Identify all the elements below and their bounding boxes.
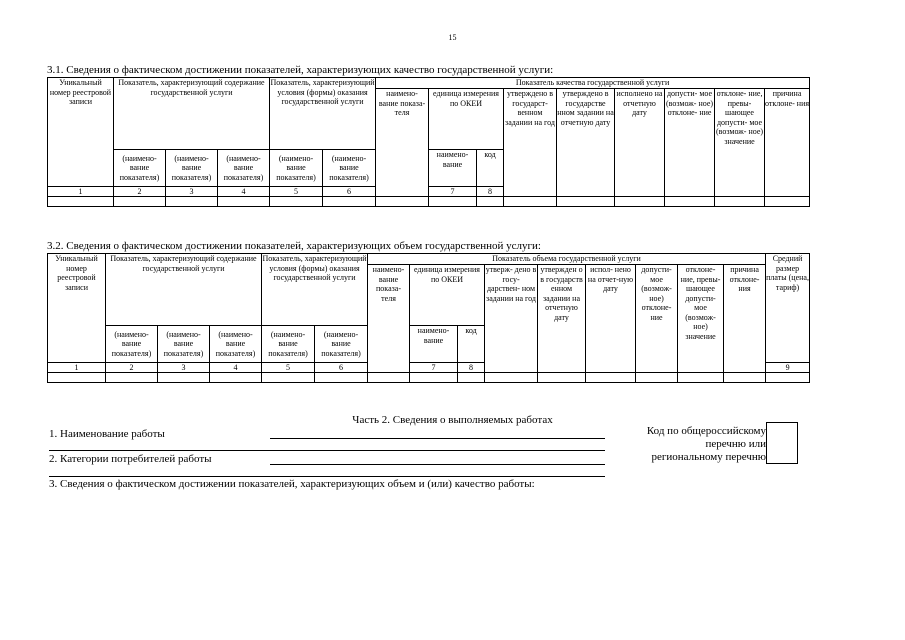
q-col-number-1: 1: [48, 187, 114, 197]
v-col-number-7: 7: [410, 363, 458, 373]
v-blank-row: [48, 373, 810, 383]
q-unit-code-header: код: [477, 150, 504, 187]
v-deviation-header: отклоне- ние, превы- шающее допусти- мое (возмож- ное) значение: [678, 265, 724, 373]
v-unit-name-header: наимено- вание: [410, 326, 458, 363]
q-tolerance-header: допусти- мое (возмож- ное) отклоне- ние: [665, 89, 715, 197]
q-unique-number-header: Уникальный номер реестровой записи: [48, 78, 114, 187]
q-sub-indicator-3: (наимено- вание показателя): [166, 150, 218, 187]
q-cell: [615, 197, 665, 207]
q-cell: [504, 197, 557, 207]
v-col-number-2: 2: [106, 363, 158, 373]
code-label: [618, 425, 766, 464]
code-label-line1: Код по общероссийскому: [646, 425, 766, 437]
v-cell: [724, 373, 766, 383]
v-sub-indicator-4: (наимено- вание показателя): [210, 326, 262, 363]
volume-table: [47, 253, 810, 383]
v-cell: [368, 373, 410, 383]
v-cell: [636, 373, 678, 383]
v-col-number-9: 9: [766, 363, 810, 373]
v-cell: [315, 373, 368, 383]
v-approved-date-header: утвержден о в государств енном задании на отчетную дату: [538, 265, 586, 373]
q-cell: [323, 197, 376, 207]
q-approved-date-header: утверждено в государстве нном задании на отчетную дату: [557, 89, 615, 197]
q-cell: [429, 197, 477, 207]
work-name-line-2: [49, 450, 605, 451]
q-cell: [166, 197, 218, 207]
q-executed-header: исполнено на отчетную дату: [615, 89, 665, 197]
q-sub-indicator-5: (наимено- вание показателя): [270, 150, 323, 187]
work-name-line: [270, 438, 605, 439]
q-col-number-3: 3: [166, 187, 218, 197]
v-unique-number-header: Уникальный номер реестровой записи: [48, 254, 106, 363]
v-volume-group-header: Показатель объема государственной услуги: [368, 254, 766, 265]
q-sub-indicator-6: (наимено- вание показателя): [323, 150, 376, 187]
q-cell: [765, 197, 810, 207]
section-3-1-title: 3.1. Сведения о фактическом достижении показателей, характеризующих качество государственной услуги:: [47, 64, 554, 76]
q-col-number-5: 5: [270, 187, 323, 197]
v-sub-indicator-5: (наимено- вание показателя): [262, 326, 315, 363]
consumers-label: 2. Категории потребителей работы: [49, 453, 212, 465]
q-sub-indicator-2: (наимено- вание показателя): [114, 150, 166, 187]
code-label-line2: перечню или: [705, 438, 766, 450]
q-blank-row: [48, 197, 810, 207]
v-cell: [158, 373, 210, 383]
q-content-indicator-header: Показатель, характеризующий содержание государственной услуги: [114, 78, 270, 150]
v-conditions-indicator-header: Показатель, характеризующий условия (формы) оказания государственной услуги: [262, 254, 368, 326]
v-sub-indicator-6: (наимено- вание показателя): [315, 326, 368, 363]
v-reason-header: причина отклоне- ния: [724, 265, 766, 373]
v-cell: [210, 373, 262, 383]
section-3-title: 3. Сведения о фактическом достижении показателей, характеризующих объем и (или) качество работы:: [49, 478, 535, 490]
q-unit-name-header: наимено- вание: [429, 150, 477, 187]
q-cell: [477, 197, 504, 207]
v-cell: [586, 373, 636, 383]
v-col-number-5: 5: [262, 363, 315, 373]
q-approved-year-header: утверждено в государст- венном задании на год: [504, 89, 557, 197]
v-cell: [262, 373, 315, 383]
consumers-line: [270, 464, 605, 465]
part2-title: Часть 2. Сведения о выполняемых работах: [352, 414, 553, 426]
v-col-name-header: наимено- вание показа- теля: [368, 265, 410, 373]
q-deviation-header: отклоне- ние, превы- шающее допусти- мое (возмож- ное) значение: [715, 89, 765, 197]
code-box: [766, 422, 798, 464]
v-cell: [538, 373, 586, 383]
v-cell: [678, 373, 724, 383]
section-3-2-title: 3.2. Сведения о фактическом достижении показателей, характеризующих объем государственной услуги:: [47, 240, 541, 252]
v-col-number-3: 3: [158, 363, 210, 373]
v-cell: [410, 373, 458, 383]
q-cell: [665, 197, 715, 207]
q-cell: [218, 197, 270, 207]
q-conditions-indicator-header: Показатель, характеризующий условия (формы) оказания государственной услуги: [270, 78, 376, 150]
q-col-number-6: 6: [323, 187, 376, 197]
v-col-number-6: 6: [315, 363, 368, 373]
q-cell: [270, 197, 323, 207]
v-unit-code-header: код: [458, 326, 485, 363]
v-cell: [458, 373, 485, 383]
v-cell: [48, 373, 106, 383]
q-col-number-7: 7: [429, 187, 477, 197]
v-col-number-8: 8: [458, 363, 485, 373]
v-executed-header: испол- нено на отчет-ную дату: [586, 265, 636, 373]
v-sub-indicator-3: (наимено- вание показателя): [158, 326, 210, 363]
q-col-number-4: 4: [218, 187, 270, 197]
v-avg-fee-header: Средний размер платы (цена, тариф): [766, 254, 810, 363]
v-cell: [766, 373, 810, 383]
q-cell: [114, 197, 166, 207]
v-unit-okei-header: единица измерения по ОКЕИ: [410, 265, 485, 326]
v-cell: [485, 373, 538, 383]
code-label-line3: региональному перечню: [651, 451, 766, 463]
v-sub-indicator-2: (наимено- вание показателя): [106, 326, 158, 363]
q-cell: [715, 197, 765, 207]
q-reason-header: причина отклоне- ния: [765, 89, 810, 197]
q-col-number-8: 8: [477, 187, 504, 197]
q-sub-indicator-4: (наимено- вание показателя): [218, 150, 270, 187]
v-cell: [106, 373, 158, 383]
page-number: 15: [448, 33, 457, 42]
v-col-number-4: 4: [210, 363, 262, 373]
work-name-label: 1. Наименование работы: [49, 428, 165, 440]
consumers-line-2: [49, 476, 605, 477]
q-cell: [557, 197, 615, 207]
v-content-indicator-header: Показатель, характеризующий содержание государственной услуги: [106, 254, 262, 326]
q-quality-group-header: Показатель качества государственной услуги: [376, 78, 810, 89]
quality-table: [47, 77, 810, 207]
q-col-number-2: 2: [114, 187, 166, 197]
q-col-name-header: наимено- вание показа- теля: [376, 89, 429, 197]
v-approved-year-header: утверж- дено в госу- дарствен- ном задании на год: [485, 265, 538, 373]
v-tolerance-header: допусти- мое (возмож- ное) отклоне- ние: [636, 265, 678, 373]
q-unit-okei-header: единица измерения по ОКЕИ: [429, 89, 504, 150]
v-col-number-1: 1: [48, 363, 106, 373]
q-cell: [376, 197, 429, 207]
q-cell: [48, 197, 114, 207]
